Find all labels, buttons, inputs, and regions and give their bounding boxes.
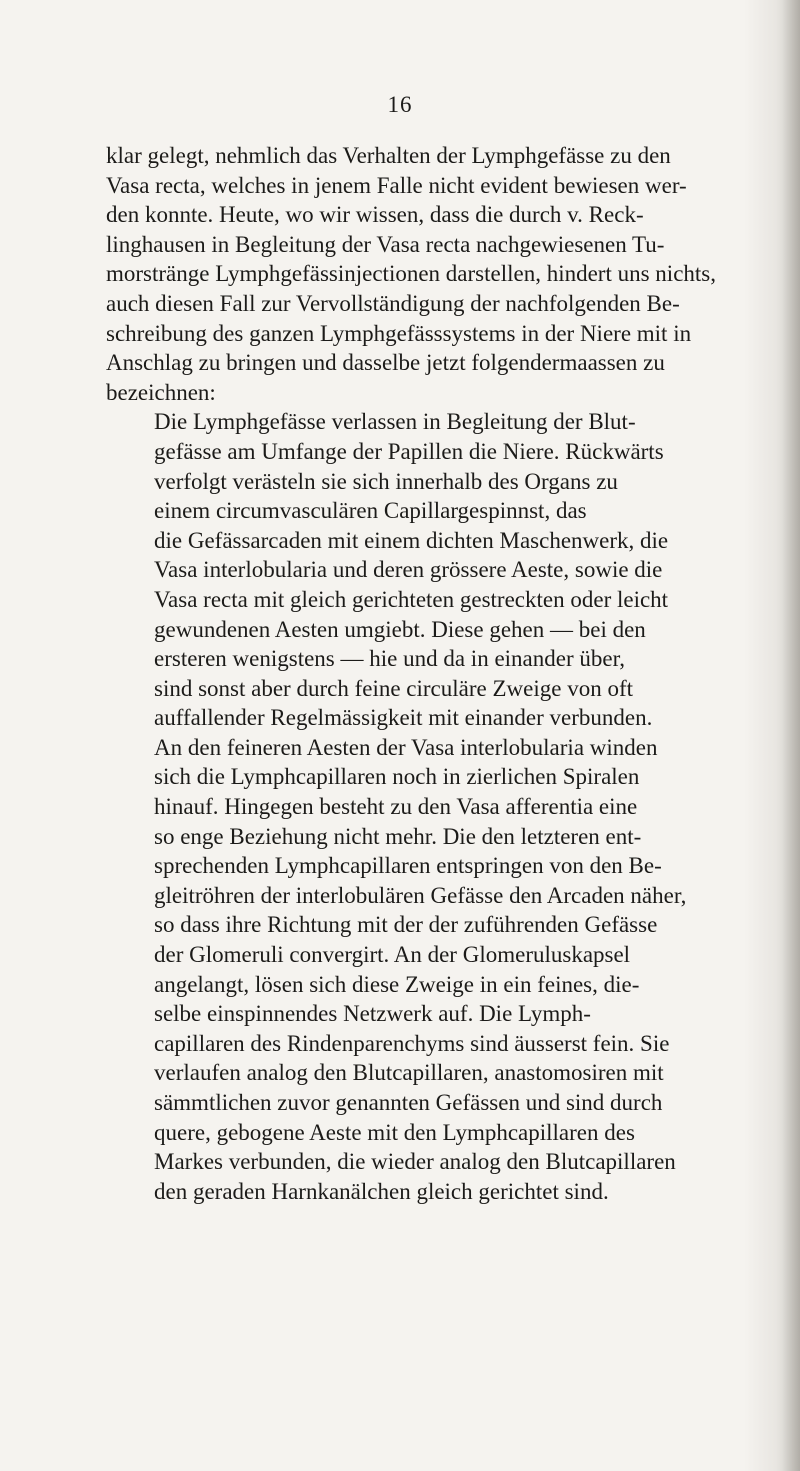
text-line: einem circumvasculären Capillargespinnst, das bbox=[154, 498, 587, 524]
text-line: gewundenen Aesten umgiebt. Diese gehen — bei den bbox=[154, 616, 646, 642]
text-line: bezeichnen: bbox=[106, 379, 216, 405]
text-line: Vasa recta, welches in jenem Falle nicht evident bewiesen wer- bbox=[106, 172, 687, 198]
text-line: den konnte. Heute, wo wir wissen, dass die durch v. Reck- bbox=[106, 202, 644, 228]
paragraph-2 bbox=[154, 407, 786, 1206]
text-line: klar gelegt, nehmlich das Verhalten der Lymphgefässe zu den bbox=[106, 143, 671, 168]
text-line: schreibung des ganzen Lymphgefässsystems in der Niere mit in bbox=[106, 320, 692, 346]
text-line: verlaufen analog den Blutcapillaren, anastomosiren mit bbox=[154, 1060, 664, 1086]
text-line: auch diesen Fall zur Vervollständigung der nachfolgenden Be- bbox=[106, 290, 680, 316]
text-line: linghausen in Begleitung der Vasa recta nachgewiesenen Tu- bbox=[106, 231, 665, 257]
text-line: sämmtlichen zuvor genannten Gefässen und sind durch bbox=[154, 1090, 663, 1115]
text-line: capillaren des Rindenparenchyms sind äusserst fein. Sie bbox=[154, 1030, 670, 1056]
text-line: verfolgt verästeln sie sich innerhalb des Organs zu bbox=[154, 468, 618, 494]
text-line: sprechenden Lymphcapillaren entspringen von den Be- bbox=[154, 853, 662, 879]
text-line: sind sonst aber durch feine circuläre Zweige von oft bbox=[154, 675, 633, 701]
text-line: Anschlag zu bringen und dasselbe jetzt folgendermaassen zu bbox=[106, 350, 665, 376]
text-line: Vasa interlobularia und deren grössere Aeste, sowie die bbox=[154, 557, 663, 583]
text-line: Vasa recta mit gleich gerichteten gestreckten oder leicht bbox=[154, 586, 669, 612]
page-number: 16 bbox=[387, 92, 413, 117]
text-line: Markes verbunden, die wieder analog den Blutcapillaren bbox=[154, 1149, 676, 1175]
text-line: die Gefässarcaden mit einem dichten Maschenwerk, die bbox=[154, 527, 669, 553]
text-line: angelangt, lösen sich diese Zweige in ein feines, die- bbox=[154, 971, 640, 997]
text-line: Die Lymphgefässe verlassen in Begleitung der Blut- bbox=[154, 409, 636, 435]
text-line: so enge Beziehung nicht mehr. Die den letzteren ent- bbox=[154, 823, 642, 849]
text-line: sich die Lymphcapillaren noch in zierlichen Spiralen bbox=[154, 764, 640, 790]
text-line: hinauf. Hingegen besteht zu den Vasa afferentia eine bbox=[154, 794, 638, 820]
text-line: An den feineren Aesten der Vasa interlobularia winden bbox=[154, 734, 658, 760]
text-line: morstränge Lymphgefässinjectionen darstellen, hindert uns nichts, bbox=[106, 261, 716, 287]
text-line: selbe einspinnendes Netzwerk auf. Die Lymph- bbox=[154, 1001, 591, 1027]
text-line: ersteren wenigstens — hie und da in einander über, bbox=[154, 646, 626, 672]
text-line: quere, gebogene Aeste mit den Lymphcapillaren des bbox=[154, 1119, 635, 1145]
text-line: gleitröhren der interlobulären Gefässe den Arcaden näher, bbox=[154, 882, 687, 908]
text-line: der Glomeruli convergirt. An der Glomeruluskapsel bbox=[154, 942, 631, 968]
text-line: den geraden Harnkanälchen gleich gerichtet sind. bbox=[154, 1178, 609, 1204]
text-line: gefässe am Umfange der Papillen die Niere. Rückwärts bbox=[154, 438, 664, 464]
paragraph-1 bbox=[106, 141, 786, 407]
text-line: auffallender Regelmässigkeit mit einander verbunden. bbox=[154, 705, 653, 731]
text-line: so dass ihre Richtung mit der der zuführenden Gefässe bbox=[154, 912, 658, 938]
body-text bbox=[106, 141, 786, 1206]
page-edge-shadow bbox=[782, 0, 800, 1471]
